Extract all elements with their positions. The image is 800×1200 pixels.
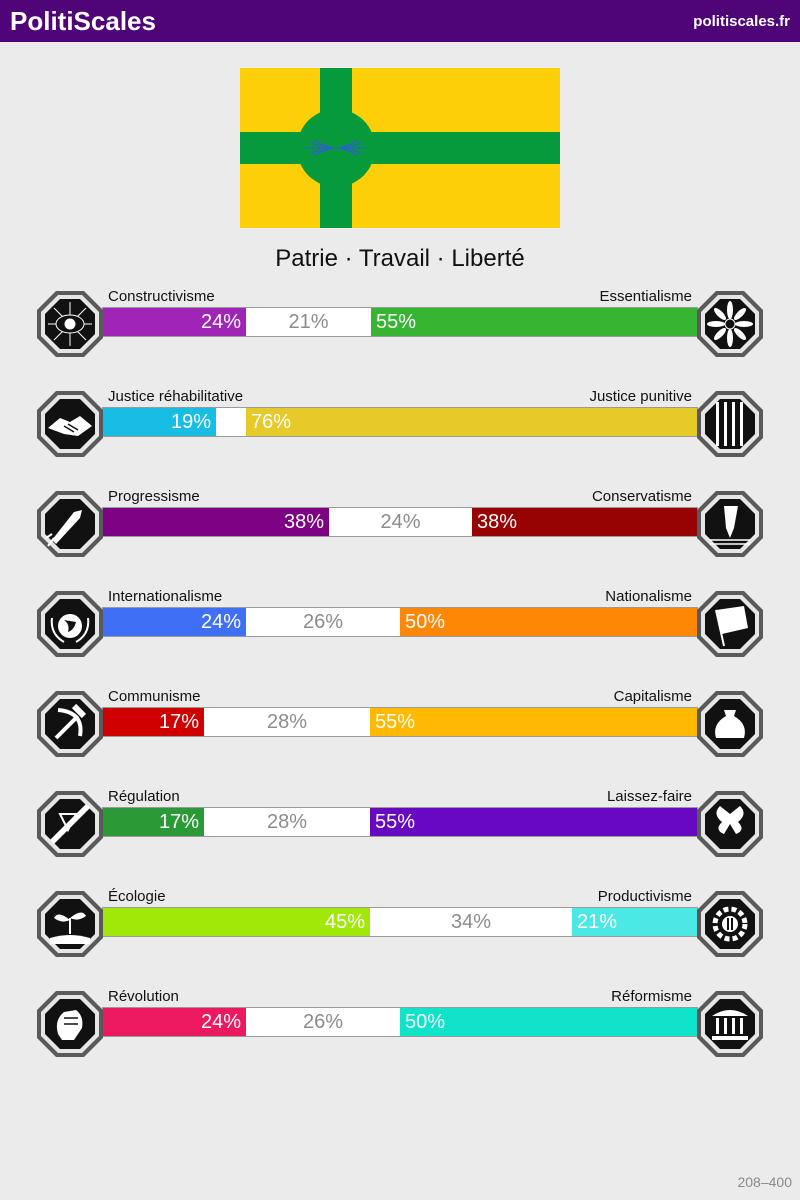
gear-icon [694,888,766,960]
bar-middle-segment: 28% [266,711,308,733]
bar-middle-segment: 24% [380,511,421,533]
left-axis-label: Communisme [108,688,201,705]
bar-right-segment: 21% [572,908,697,936]
bar-right-segment: 55% [371,308,697,336]
sprout-icon [34,888,106,960]
quill-pen-icon [694,488,766,560]
ruler-tools-icon [34,788,106,860]
right-axis-label: Nationalisme [605,588,692,605]
bar-left-segment: 19% [103,408,216,436]
axis-communism-capitalism [0,688,800,768]
left-axis-label: Écologie [108,888,166,905]
bar-right-segment: 76% [246,408,697,436]
bar-right-segment: 50% [400,1008,697,1036]
brand-title: PolitiScales [10,6,156,36]
rocket-icon [34,488,106,560]
axis-bar [102,807,698,837]
bar-middle-segment: 28% [266,811,308,833]
bar-middle-segment: 21% [288,311,329,333]
left-axis-label: Révolution [108,988,179,1005]
right-axis-label: Productivisme [597,888,692,905]
page-range-footer: 208–400 [737,1174,792,1190]
left-axis-label: Justice réhabilitative [108,388,244,405]
fist-icon [34,988,106,1060]
right-axis-label: Justice punitive [589,388,692,405]
prison-bars-icon [694,388,766,460]
axis-bar [102,607,698,637]
bar-right-segment: 55% [370,708,697,736]
bar-left-segment: 38% [103,508,329,536]
handshake-icon [34,388,106,460]
site-link[interactable]: politiscales.fr [693,13,790,30]
left-axis-label: Régulation [108,788,180,805]
left-axis-label: Progressisme [108,488,200,505]
axis-bar [102,407,698,437]
axis-bar [102,307,698,337]
bar-left-segment: 24% [103,608,246,636]
bar-middle-segment: 26% [302,1011,344,1033]
axis-internationalism-nationalism [0,588,800,668]
right-axis-label: Capitalisme [613,688,692,705]
flag-slogan: Patrie · Travail · Liberté [275,245,525,272]
axis-justice [0,388,800,468]
app-header [0,0,800,42]
bar-middle-segment: 26% [302,611,344,633]
bar-right-segment: 38% [472,508,697,536]
right-axis-label: Essentialisme [599,288,692,305]
left-axis-label: Internationalisme [108,588,223,605]
bar-middle-segment [216,408,246,436]
bar-left-segment: 45% [103,908,370,936]
bar-middle-segment: 34% [450,911,492,933]
flag-cross-horizontal [240,132,560,164]
axis-progress-conservatism [0,488,800,568]
bar-left-segment: 24% [103,1008,246,1036]
flag-icon [694,588,766,660]
right-axis-label: Conservatisme [591,488,692,505]
butterflies-icon [694,788,766,860]
globe-laurel-icon [34,588,106,660]
axis-bar [102,707,698,737]
axis-bar [102,507,698,537]
axis-revolution-reformism [0,988,800,1068]
parliament-icon [694,988,766,1060]
right-axis-label: Laissez-faire [606,788,692,805]
axis-ecology-productivism [0,888,800,968]
bar-right-segment: 50% [400,608,697,636]
hammer-sickle-icon [34,688,106,760]
axis-regulation-laissez-faire [0,788,800,868]
bar-left-segment: 17% [103,808,204,836]
left-axis-label: Constructivisme [108,288,215,305]
axis-constructivism-essentialism [0,288,800,368]
axis-bar [102,907,698,937]
right-axis-label: Réformisme [611,988,692,1005]
essentialism-flower-icon [694,288,766,360]
constructivism-eye-icon [34,288,106,360]
money-bag-icon [694,688,766,760]
bar-right-segment: 55% [370,808,697,836]
national-flag [240,68,560,228]
bar-left-segment: 24% [103,308,246,336]
axis-bar [102,1007,698,1037]
bar-left-segment: 17% [103,708,204,736]
